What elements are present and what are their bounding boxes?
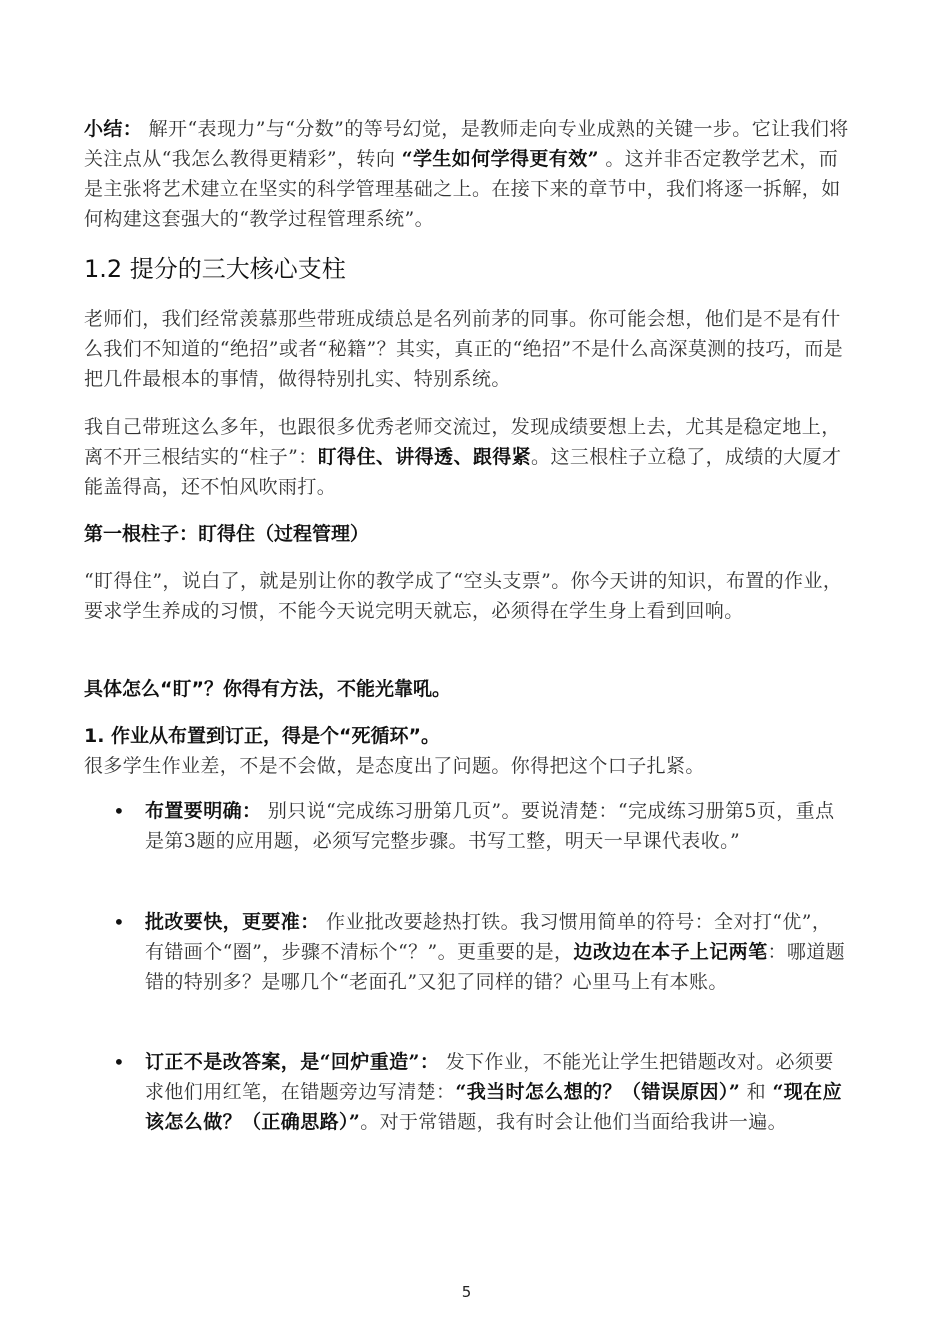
page-number: 5 xyxy=(461,1283,472,1301)
bullet-3-emphasis-2: “现在应该怎么做？（正确思路）” xyxy=(145,1081,842,1133)
summary-paragraph xyxy=(84,114,849,234)
bullet-dot-1: • xyxy=(113,799,125,823)
intro-paragraph: 老师们，我们经常羡慕那些带班成绩总是名列前茅的同事。你可能会想，他们是不是有什么我们不知道的“绝招”或者“秘籍”？其实，真正的“绝招”不是什么高深莫测的技巧，而是把几件最根本的事情，做得特别扎实、特别系统。 xyxy=(84,308,844,390)
bullet-1-label: 布置要明确： xyxy=(145,800,262,822)
bullet-2-text-1: 作业批改要趁热打铁。我习惯用简单的符号：全对打“优”，有错画个“圈”，步骤不清标个“？”。更重要的是， xyxy=(145,911,832,963)
section-title: 1.2 提分的三大核心支柱 xyxy=(84,255,346,283)
pillars-paragraph xyxy=(84,412,849,502)
bullet-2-emphasis: 边改边在本子上记两笔 xyxy=(573,941,768,963)
bullet-3-text-3: 。对于常错题，我有时会让他们当面给我讲一遍。 xyxy=(360,1111,788,1133)
how-heading: 具体怎么“盯”？你得有方法，不能光靠吼。 xyxy=(84,678,451,700)
pillars-text-1: 我自己带班这么多年，也跟很多优秀老师交流过，发现成绩要想上去，尤其是稳定地上，离不开三根结实的“柱子”： xyxy=(84,416,841,468)
bullet-dot-2: • xyxy=(113,910,125,934)
bullet-item-3 xyxy=(145,1047,849,1137)
bullet-2-text-2: ：哪道题错的特别多？是哪几个“老面孔”又犯了同样的错？心里马上有本账。 xyxy=(145,941,846,993)
bullet-item-2 xyxy=(145,907,849,997)
summary-emphasis: “学生如何学得更有效” xyxy=(401,148,599,170)
summary-text-1: 解开“表现力”与“分数”的等号幻觉，是教师走向专业成熟的关键一步。它让我们将关注点从“我怎么教得更精彩”，转向 xyxy=(84,118,849,170)
bullet-1-text: 别只说“完成练习册第几页”。要说清楚：“完成练习册第5页，重点是第3题的应用题，必须写完整步骤。书写工整，明天一早课代表收。” xyxy=(145,800,835,852)
item-one-heading: 1. 作业从布置到订正，得是个“死循环”。 xyxy=(84,725,441,747)
pillars-emphasis: 盯得住、讲得透、跟得紧 xyxy=(317,446,532,468)
bullet-3-text-1: 发下作业，不能光让学生把错题改对。必须要求他们用红笔，在错题旁边写清楚： xyxy=(145,1051,834,1103)
pillar-one-paragraph: “盯得住”，说白了，就是别让你的教学成了“空头支票”。你今天讲的知识，布置的作业，要求学生养成的习惯，不能今天说完明天就忘，必须得在学生身上看到回响。 xyxy=(84,570,843,622)
bullet-2-label: 批改要快，更要准： xyxy=(145,911,320,933)
bullet-3-label: 订正不是改答案，是“回炉重造”： xyxy=(145,1051,440,1073)
bullet-dot-3: • xyxy=(113,1050,125,1074)
summary-text-2: 。这并非否定教学艺术，而是主张将艺术建立在坚实的科学管理基础之上。在接下来的章节中，我们将逐一拆解，如何构建这套强大的“教学过程管理系统”。 xyxy=(84,148,841,230)
bullet-3-emphasis-1: “我当时怎么想的？（错误原因）” xyxy=(455,1081,741,1103)
pillars-text-2: 。这三根柱子立稳了，成绩的大厦才能盖得高，还不怕风吹雨打。 xyxy=(84,446,842,498)
bullet-3-text-2: 和 xyxy=(740,1081,773,1103)
bullet-item-1 xyxy=(145,796,849,856)
item-one-text: 很多学生作业差，不是不会做，是态度出了问题。你得把这个口子扎紧。 xyxy=(84,755,705,777)
pillar-one-heading: 第一根柱子：盯得住（过程管理） xyxy=(84,523,370,545)
summary-label: 小结： xyxy=(84,118,143,140)
